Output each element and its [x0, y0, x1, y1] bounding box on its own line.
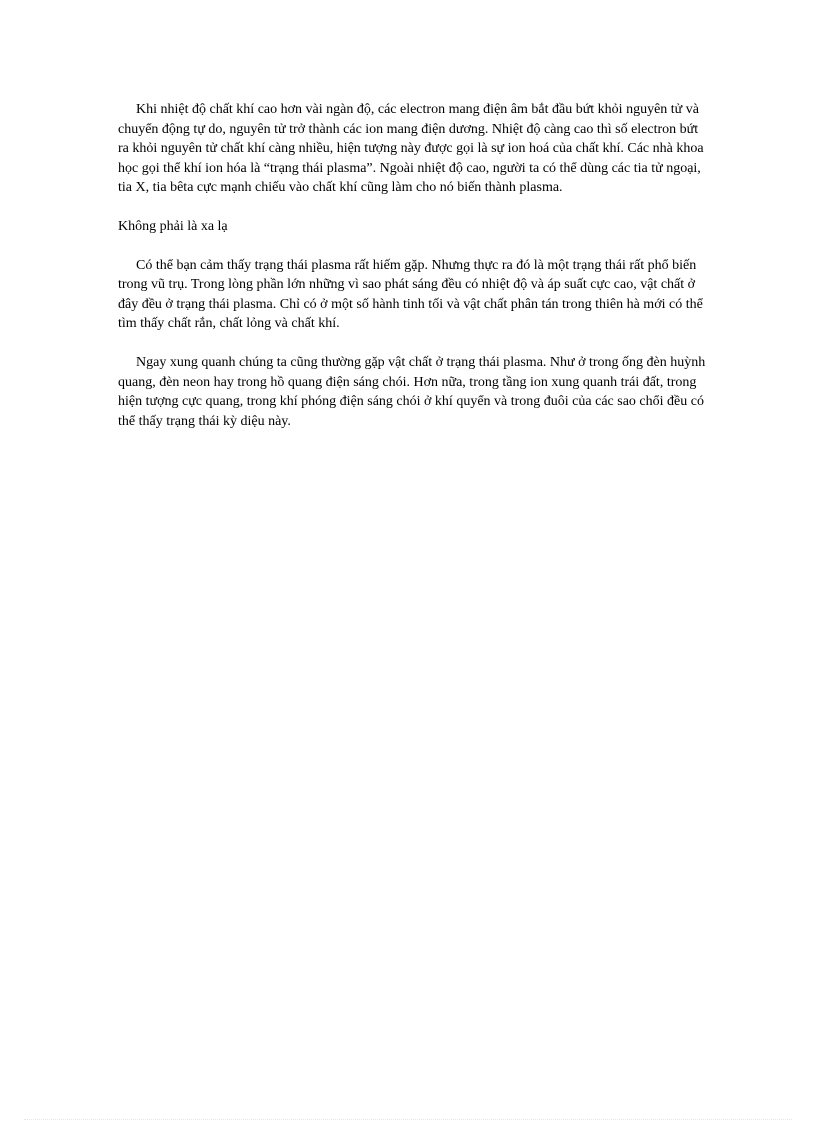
section-heading: Không phải là xa lạ: [118, 218, 228, 234]
paragraph-everyday: Ngay xung quanh chúng ta cũng thường gặp vật chất ở trạng thái plasma. Như ở trong ống đèn huỳnh quang, đèn neon hay trong hồ quang điện sáng chói. Hơn nữa, trong tầng ion xung quanh trái đất, trong hiện tượng cực quang, trong khí phóng điện sáng chói ở khí quyển và trong đuôi của các sao chổi đều có thể thấy trạng thái kỳ diệu này.: [118, 354, 706, 429]
paragraph-ionization: Khi nhiệt độ chất khí cao hơn vài ngàn độ, các electron mang điện âm bắt đầu bứt khỏi nguyên tử và chuyển động tự do, nguyên tử trở thành các ion mang điện dương. Nhiệt độ càng cao thì số electron bứt ra khỏi nguyên tử chất khí càng nhiều, hiện tượng này được gọi là sự ion hoá của chất khí. Các nhà khoa học gọi thể khí ion hóa là “trạng thái plasma”. Ngoài nhiệt độ cao, người ta có thể dùng các tia tử ngoại, tia X, tia bêta cực mạnh chiếu vào chất khí cũng làm cho nó biến thành plasma.: [118, 102, 704, 196]
paragraph-spacer: [118, 198, 708, 217]
paragraph-spacer: [118, 334, 708, 353]
paragraph-universe: Có thể bạn cảm thấy trạng thái plasma rất hiếm gặp. Nhưng thực ra đó là một trạng thái rất phổ biến trong vũ trụ. Trong lòng phần lớn những vì sao phát sáng đều có nhiệt độ và áp suất cực cao, vật chất ở đây đều ở trạng thái plasma. Chỉ có ở một số hành tinh tối và vật chất phân tán trong thiên hà mới có thể tìm thấy chất rắn, chất lỏng và chất khí.: [118, 257, 703, 332]
document-body: [118, 100, 708, 431]
paragraph-spacer: [118, 237, 708, 256]
page-bottom-rule: [24, 1119, 792, 1120]
